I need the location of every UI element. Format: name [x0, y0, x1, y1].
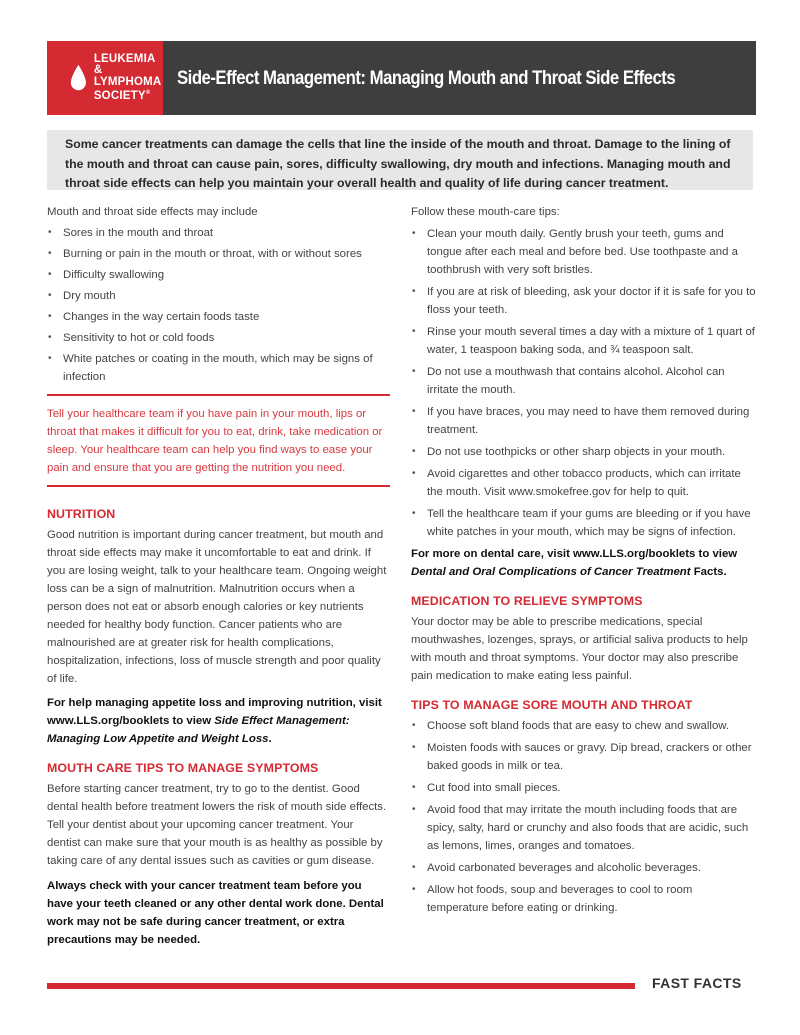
logo-line-3: SOCIETY	[93, 89, 146, 102]
page-title: Side-Effect Management: Managing Mouth and Throat Side Effects	[176, 66, 675, 89]
list-item: • Choose soft bland foods that are easy to chew and swallow.	[411, 717, 756, 735]
dental-care-link	[411, 545, 756, 581]
right-column	[411, 203, 756, 921]
mouth-care-body: Before starting cancer treatment, try to go to the dentist. Good dental health before treatment lowers the risk of mouth side effects. Tell your dentist about your upcoming cancer treatment. Your dentist can make sure that your mouth is as healthy as possible by taking care of any dental issues such as cavities or gum disease.	[47, 783, 387, 867]
list-item: • Changes in the way certain foods taste	[47, 308, 390, 326]
callout-bottom-rule	[47, 485, 390, 487]
intro-summary: Some cancer treatments can damage the cells that line the inside of the mouth and throat. Damage to the lining of the mouth and throat can cause pain, sores, difficulty swallowing, dry mouth and infections. Managing mouth and throat side effects can help you maintain your overall health and quality of life during cancer treatment.	[47, 130, 753, 190]
list-item: • Burning or pain in the mouth or throat, with or without sores	[47, 245, 390, 263]
blood-drop-icon	[69, 63, 88, 93]
nutrition-body: Good nutrition is important during cancer treatment, but mouth and throat side effects may make it uncomfortable to eat and drink. If you are losing weight, talk to your healthcare team. Ongoing weight loss can be a sign of malnutrition. Malnutrition occurs when a person does not eat or absorb enough calories or key nutrients needed for healthy body function. Cancer patients who are malnourished are at greater risk for health complications, hospitalization, infections, loss of muscle strength and poor quality of life.	[47, 529, 387, 685]
logo-wordmark	[94, 54, 163, 103]
logo-line-1: LEUKEMIA &	[93, 52, 156, 77]
registered-mark: ®	[145, 90, 151, 97]
list-item: • Avoid cigarettes and other tobacco products, which can irritate the mouth. Visit www.smokefree.gov for help to quit.	[411, 465, 756, 501]
list-item: • Difficulty swallowing	[47, 266, 390, 284]
list-item: • Do not use a mouthwash that contains alcohol. Alcohol can irritate the mouth.	[411, 363, 756, 399]
list-item: • Rinse your mouth several times a day with a mixture of 1 quart of water, 1 teaspoon baking soda, and ¾ teaspoon salt.	[411, 323, 756, 359]
title-bar	[163, 41, 756, 115]
list-item: • Allow hot foods, soup and beverages to cool to room temperature before eating or drinking.	[411, 881, 756, 917]
dental-care-text: For more on dental care, visit www.LLS.org/booklets to view	[411, 548, 738, 560]
dental-booklet-title: Dental and Oral Complications of Cancer Treatment	[411, 566, 691, 578]
list-item: • Sores in the mouth and throat	[47, 224, 390, 242]
medication-body: Your doctor may be able to prescribe medications, special mouthwashes, lozenges, sprays, or artificial saliva products to help with mouth and throat symptoms. Your doctor may also prescribe pain medication to make eating less painful.	[411, 616, 748, 682]
dental-warning: Always check with your cancer treatment team before you have your teeth cleaned or any other dental work done. Dental work may not be safe during cancer treatment, or extra precautions may be needed.	[47, 880, 384, 946]
logo-line-2: LYMPHOMA	[93, 75, 162, 88]
nutrition-help-end: .	[268, 733, 272, 745]
list-item: • Dry mouth	[47, 287, 390, 305]
fast-facts-label: FAST FACTS	[652, 975, 742, 991]
list-item: • Cut food into small pieces.	[411, 779, 756, 797]
mouth-care-tips-list	[411, 225, 756, 541]
list-item: • Avoid carbonated beverages and alcoholic beverages.	[411, 859, 756, 877]
left-column	[47, 203, 390, 949]
nutrition-heading: NUTRITION	[47, 507, 116, 521]
page-header	[47, 41, 753, 115]
medication-heading: MEDICATION TO RELIEVE SYMPTOMS	[411, 594, 643, 608]
footer-rule	[47, 983, 635, 989]
effects-intro: Mouth and throat side effects may include	[47, 206, 258, 218]
list-item: • Moisten foods with sauces or gravy. Dip bread, crackers or other baked goods in milk or tea.	[411, 739, 756, 775]
dental-care-end: Facts.	[690, 566, 727, 578]
nutrition-booklet-title: Side Effect Management: Managing Low Appetite and Weight Loss	[47, 715, 350, 745]
side-effects-list	[47, 224, 390, 386]
nutrition-help-text: For help managing appetite loss and improving nutrition, visit www.LLS.org/booklets to view	[47, 697, 382, 727]
nutrition-help	[47, 694, 390, 748]
list-item: • Avoid food that may irritate the mouth including foods that are spicy, salty, hard or crunchy and also foods that are acidic, such as lemons, limes, oranges and tomatoes.	[411, 801, 756, 855]
pain-callout: Tell your healthcare team if you have pain in your mouth, lips or throat that makes it difficult for you to eat, drink, take medication or sleep. Your healthcare team can help you find ways to ease your pain and ensure that you are getting the nutrition you need.	[47, 408, 383, 474]
lls-logo	[47, 41, 163, 115]
list-item: • White patches or coating in the mouth, which may be signs of infection	[47, 350, 390, 386]
list-item: • Clean your mouth daily. Gently brush your teeth, gums and tongue after each meal and before bed. Use toothpaste and a toothbrush with very soft bristles.	[411, 225, 756, 279]
list-item: • Sensitivity to hot or cold foods	[47, 329, 390, 347]
list-item: • If you are at risk of bleeding, ask your doctor if it is safe for you to floss your teeth.	[411, 283, 756, 319]
sore-mouth-heading: TIPS TO MANAGE SORE MOUTH AND THROAT	[411, 698, 693, 712]
tips-intro: Follow these mouth-care tips:	[411, 206, 560, 218]
mouth-care-heading: MOUTH CARE TIPS TO MANAGE SYMPTOMS	[47, 761, 319, 775]
list-item: • If you have braces, you may need to have them removed during treatment.	[411, 403, 756, 439]
list-item: • Do not use toothpicks or other sharp objects in your mouth.	[411, 443, 756, 461]
sore-mouth-tips-list	[411, 717, 756, 917]
list-item: • Tell the healthcare team if your gums are bleeding or if you have white patches in your mouth, which may be signs of infection.	[411, 505, 756, 541]
